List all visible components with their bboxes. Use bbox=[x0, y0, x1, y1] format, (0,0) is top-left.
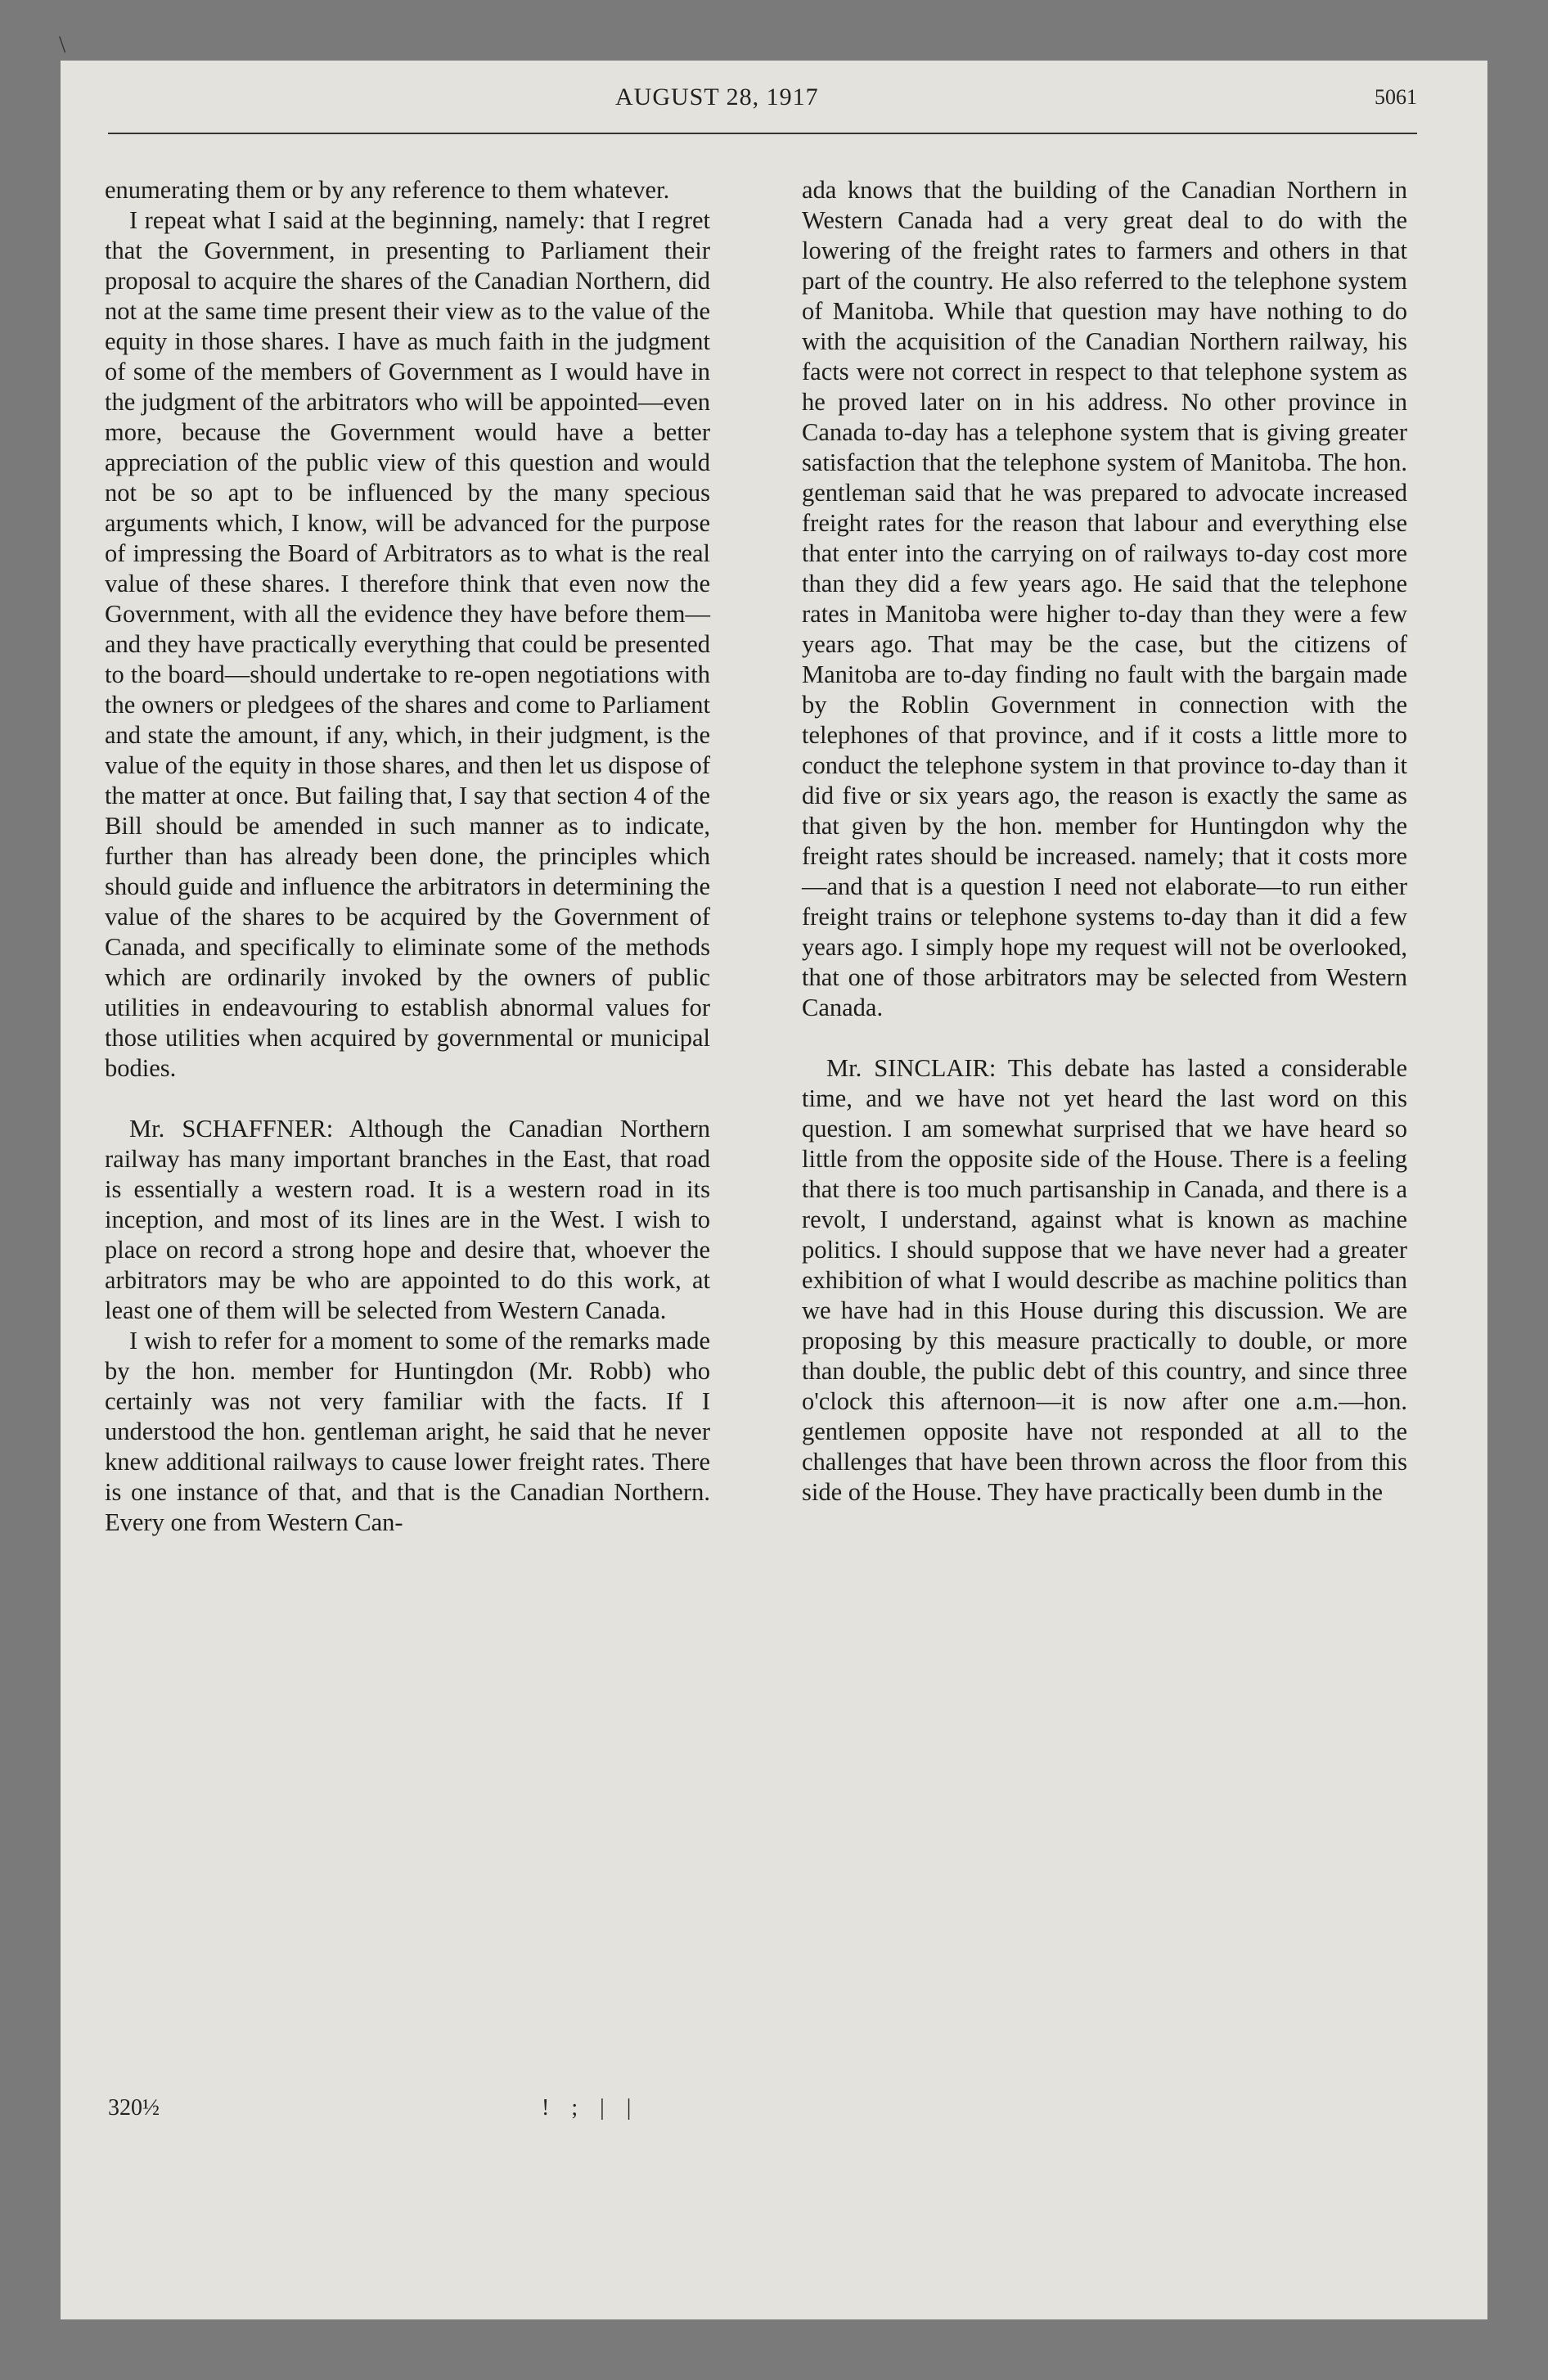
left-column bbox=[105, 175, 710, 1538]
corner-mark: \ bbox=[59, 31, 66, 58]
right-column bbox=[802, 175, 1407, 1508]
paragraph-speech: Mr. SCHAFFNER: Although the Canadian Northern railway has many important branches in the East, that road is essentially a western road. It is a western road in its inception, and most of its lines are in the West. I wish to place on record a strong hope and desire that, whoever the arbitrators may be who are appointed to do this work, at least one of them will be selected from Western Canada. bbox=[105, 1115, 710, 1324]
paragraph: I wish to refer for a moment to some of the remarks made by the hon. member for Huntingdon (Mr. Robb) who certainly was not very familiar with the facts. If I understood the hon. gentleman aright, he said that he never knew additional railways to cause lower freight rates. There is one instance of that, and that is the Canadian Northern. Every one from Western Can- bbox=[105, 1327, 710, 1536]
paragraph: enumerating them or by any reference to them whatever. bbox=[105, 176, 670, 204]
signature-mark: 320½ bbox=[108, 2095, 160, 2121]
header-date: AUGUST 28, 1917 bbox=[615, 83, 819, 110]
page-header bbox=[108, 83, 1417, 124]
header-rule bbox=[108, 133, 1417, 134]
header-page-number: 5061 bbox=[1375, 85, 1417, 109]
page-footer bbox=[108, 2095, 639, 2121]
paragraph: ada knows that the building of the Canadian Northern in Western Canada had a very great deal to do with the lowering of the freight rates to farmers and others in that part of the country. He also referred to the telephone system of Manitoba. While that question may have nothing to do with the acquisition of the Canadian Northern railway, his facts were not correct in respect to that telephone system as he proved later on in his address. No other province in Canada to-day has a telephone system that is giving greater satisfaction that the telephone system of Manitoba. The hon. gentleman said that he was prepared to advocate increased freight rates for the reason that labour and everything else that enter into the carrying on of railways to-day cost more than they did a few years ago. He said that the telephone rates in Manitoba were higher to-day than they were a few years ago. That may be the case, but the citizens of Manitoba are to-day finding no fault with the bargain made by the Roblin Government in connection with the telephones of that province, and if it costs a little more to conduct the telephone system in that province to-day than it did five or six years ago, the reason is exactly the same as that given by the hon. member for Huntingdon why the freight rates should be increased. namely; that it costs more—and that is a question I need not elaborate—to run either freight trains or telephone systems to-day than it did a few years ago. I simply hope my request will not be overlooked, that one of those arbitrators may be selected from Western Canada. bbox=[802, 176, 1407, 1021]
paragraph: I repeat what I said at the beginning, namely: that I regret that the Government, in presenting to Parliament their proposal to acquire the shares of the Canadian Northern, did not at the same time present their view as to the value of the equity in those shares. I have as much faith in the judgment of some of the members of Government as I would have in the judgment of the arbitrators who will be appointed—even more, because the Government would have a better appreciation of the public view of this question and would not be so apt to be influenced by the many specious arguments which, I know, will be advanced for the purpose of impressing the Board of Arbitrators as to what is the real value of these shares. I therefore think that even now the Government, with all the evidence they have before them—and they have practically everything that could be presented to the board—should undertake to re-open negotiations with the owners or pledgees of the shares and come to Parliament and state the amount, if any, which, in their judgment, is the value of the equity in those shares, and then let us dispose of the matter at once. But failing that, I say that section 4 of the Bill should be amended in such manner as to indicate, further than has already been done, the principles which should guide and influence the arbitrators in determining the value of the shares to be acquired by the Government of Canada, and specifically to eliminate some of the methods which are ordinarily invoked by the owners of public utilities in endeavouring to establish abnormal values for those utilities when acquired by governmental or municipal bodies. bbox=[105, 206, 710, 1082]
paragraph-speech: Mr. SINCLAIR: This debate has lasted a considerable time, and we have not yet heard the last word on this question. I am somewhat surprised that we have heard so little from the opposite side of the House. There is a feeling that there is too much partisanship in Canada, and there is a revolt, I understand, against what is known as machine politics. I should suppose that we have never had a greater exhibition of what I would describe as machine politics than we have had in this House during this discussion. We are proposing by this measure practically to double, or more than double, the public debt of this country, and since three o'clock this afternoon—it is now after one a.m.—hon. gentlemen opposite have not responded at all to the challenges that have been thrown across the floor from this side of the House. They have practically been dumb in the bbox=[802, 1054, 1407, 1506]
footer-marks: ! ; | | bbox=[542, 2095, 640, 2121]
